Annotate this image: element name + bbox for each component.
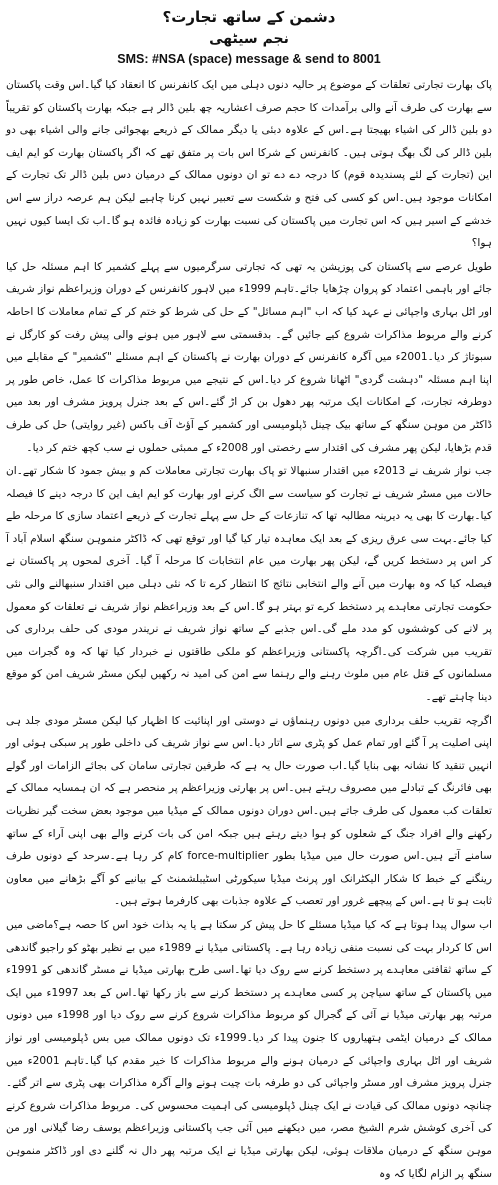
- article-header: [6, 6, 492, 68]
- paragraph: جب نواز شریف نے 2013ء میں اقتدار سنبھالا تو پاک بھارت تجارتی معاملات کم و بیش جمود کا شکار تھے۔ان حالات میں مسٹر شریف نے تجارت کو سیاست سے الگ کرنے اور بھارت کو ایم ایف این کا درجہ دینے کا فیصلہ کیا۔بھارت کا بھی یہ دیرینہ مطالبہ تھا کہ تنازعات کے حل سے پہلے تجارت کے ذریعے اعتماد سازی کا مرحلہ طے کیا جائے۔بہت سی عرق ریزی کے بعد ایک معاہدہ تیار کیا گیا اور توقع تھی کہ ڈاکٹر منموہن سنگھ اسلام آباد آ کر اس پر دستخط کریں گے، لیکن پھر بھارت میں عام انتخابات کا مرحلہ آ گیا۔ آخری لمحوں پر پاکستان نے فیصلہ کیا کہ وہ بھارت میں آنے والے انتخابی نتائج کا انتظار کرے تا کہ نئی دہلی میں اقتدار سنبھالنے والی نئی حکومت تجارتی معاہدے پر دستخط کرے تو بہتر ہو گا۔اس کے بعد وزیراعظم نواز شریف نے تعلقات کو معمول پر لانے کی کوششوں کو مدد ملے گی۔اس جذبے کے ساتھ نواز شریف نے نریندر مودی کی حلف برداری کی تقریب میں شرکت کی۔اگرچہ پاکستانی وزیراعظم کو ملکی طاقتوں نے خبردار کیا تھا کہ وہ گجرات میں مسلمانوں کے قتل عام میں ملوث رہنے والے رہنما سے امن کی امید نہ رکھیں لیکن مسٹر شریف امن کو موقع دینا چاہتے تھے۔: [6, 465, 492, 704]
- paragraph: اب سوال پیدا ہوتا ہے کہ کیا میڈیا مسئلے کا حل پیش کر سکتا ہے یا یہ بذات خود اس کا حصہ ہے؟ماضی میں اس کا کردار بہت کی نسبت منفی زیادہ رہا ہے۔ پاکستانی میڈیا نے 1989ء میں بے نظیر بھٹو کو راجیو گاندھی کے ساتھ ثقافتی معاہدے پر دستخط کرنے سے روک دیا تھا۔اسی طرح بھارتی میڈیا نے مسٹر گاندھی کو 1991ء میں پاکستان کے ساتھ سیاچن پر کسی معاہدے پر دستخط کرنے سے باز رکھا تھا۔اس کے بعد 1997ء میں ایک مرتبہ پھر بھارتی میڈیا نے آئی کے گجرال کو مربوط مذاکرات شروع کرنے سے روک دیا اور 1998ء میں دونوں ممالک کے درمیان ایٹمی ہتھیاروں کا جنون پیدا کر دیا۔1999ء تک دونوں ممالک میں بس ڈپلومیسی اور نواز شریف اور اٹل بہاری واجپائی کے درمیان ہونے والے مربوط مذاکرات کا خیر مقدم کیا گیا۔تاہم 2001ء میں جنرل پرویز مشرف اور مسٹر واجپائی کی دو طرفہ بات چیت ہونے والے آگرہ مذاکرات بھی پٹری سے اتر گئے۔چنانچہ دونوں ممالک کی قیادت نے ایک چینل ڈپلومیسی کی اہمیت محسوس کی۔ مربوط مذاکرات شروع کرنے کی آخری کوشش شرم الشیخ مصر، میں دیکھنے میں آئی جب پاکستانی وزیراعظم یوسف رضا گیلانی اور من موہن سنگھ کے درمیان ملاقات ہوئی، لیکن بھارتی میڈیا نے ایک مرتبہ پھر دال نہ گلنے دی اور ڈاکٹر منموہن سنگھ پر الزام لگایا کہ وہ: [6, 918, 493, 1180]
- sms-line: SMS: #NSA (space) message & send to 8001: [117, 52, 381, 66]
- paragraph: پاک بھارت تجارتی تعلقات کے موضوع پر حالیہ دنوں دہلی میں ایک کانفرنس کا انعقاد کیا گیا۔اس وقت پاکستان سے بھارت کی طرف آنے والی برآمدات کا حجم صرف اعشاریہ چھ بلین ڈالر ہے جبکہ بھارت پاکستان کو تقریباً دو بلین ڈالر کی اشیاء بھیجتا ہے۔اس کے علاوہ دبئی یا دیگر ممالک کے ذریعے بھجوائی جانے والی اشیاء بھی دو بلین ڈالر کی لگ بھگ ہوتی ہیں۔ کانفرنس کے شرکا اس بات پر متفق تھے کہ اگر پاکستان بھارت کو ایم ایف این (تجارت کے لئے پسندیدہ قوم) کا درجہ دے دے تو ان دونوں ممالک کے درمیان دس بلین ڈالر تک تجارت کے امکانات موجود ہیں۔اس کو کسی کی فتح و شکست سے تعبیر نہیں کرنا چاہیے لیکن ہم عرصہ دراز سے اس خدشے کے اسیر ہیں کہ اس تجارت میں پاکستان کی نسبت بھارت کو زیادہ فائدہ ہو گا۔اب تک ایسا کیوں نہیں ہوا؟: [6, 79, 492, 250]
- author-byline: نجم سیٹھی: [209, 31, 289, 47]
- article-title: دشمن کے ساتھ تجارت؟: [162, 8, 336, 26]
- paragraph: اگرچہ تقریب حلف برداری میں دونوں رہنماؤں نے دوستی اور اپنائیت کا اظہار کیا لیکن مسٹر مودی جلد ہی اپنی اصلیت پر آ گئے اور تمام عمل کو پٹری سے اتار دیا۔اس سے نواز شریف کی داخلی طور پر سبکی ہوئی اور انہیں تنقید کا نشانہ بھی بنایا گیا۔اب صورت حال یہ ہے کہ طرفین تجارتی سامان کی بجائے الزامات اور گولے بھی فائرنگ کے تبادلے میں مصروف رہتے ہیں۔اس پر بھارتی وزیراعظم پر منحصر ہے کہ ان ہمسایہ ممالک کے تعلقات کب معمول کی طرف جاتے ہیں۔اس دوران دونوں ممالک کے میڈیا میں موجود بعض سخت گیر نظریات رکھنے والے افراد جنگ کے شعلوں کو ہوا دیتے رہتے ہیں جبکہ امن کی بات کرنے والے بھی اپنی آراء کے ساتھ سامنے آتے ہیں۔اس صورت حال میں میڈیا بطور force-multiplier کام کر رہا ہے۔سرحد کے دونوں طرف رینگنے کے خبط کا شکار الیکٹرانک اور پرنٹ میڈیا سیکورٹی اسٹیبلشمنٹ کے بیانیے کو آگے بڑھانے میں معاون ثابت ہو تا ہے۔اس کے پیچھے غرور اور تعصب کے علاوہ جذبات بھی کارفرما ہوتے ہیں۔: [6, 714, 492, 908]
- paragraph: طویل عرصے سے پاکستان کی پوزیشن یہ تھی کہ تجارتی سرگرمیوں سے پہلے کشمیر کا اہم مسئلہ حل کیا جائے اور باہمی اعتماد کو پروان چڑھایا جائے۔تاہم 1999ء میں لاہور کانفرنس کے دوران وزیراعظم نواز شریف اور اٹل بہاری واجپائی نے عہد کیا کہ اب "اہم مسائل" کے حل کی شرط کو ختم کر کے تمام معاملات کا احاطہ کرنے والے مربوط مذاکرات شروع کیے جائیں گے۔ بدقسمتی سے لاہور میں ہونے والی پیش رفت کو کارگل نے سبوتاژ کر دیا۔2001ء میں آگرہ کانفرنس کے دوران بھارت نے پاکستان کے اہم مسئلے "کشمیر" کے مقابلے میں اپنا اہم مسئلہ "دہشت گردی" اٹھانا شروع کر دیا۔اس کے نتیجے میں مربوط مذاکرات کا عمل، خاص طور پر دوطرفہ تجارت، کے امکانات ایک مرتبہ پھر دھول بن کر اڑ گئے۔اس کے بعد جنرل پرویز مشرف اور بعد میں ڈاکٹر من موہن سنگھ کے ساتھ بیک چینل ڈپلومیسی اور کشمیر کے آؤٹ آف باکس (غیر روایتی) حل کی طرف قدم بڑھایا، لیکن پھر مشرف کی اقتدار سے رخصتی اور 2008ء کے ممبئی حملوں نے سب کچھ ختم کر دیا۔: [6, 260, 493, 454]
- article-body: [6, 74, 492, 1185]
